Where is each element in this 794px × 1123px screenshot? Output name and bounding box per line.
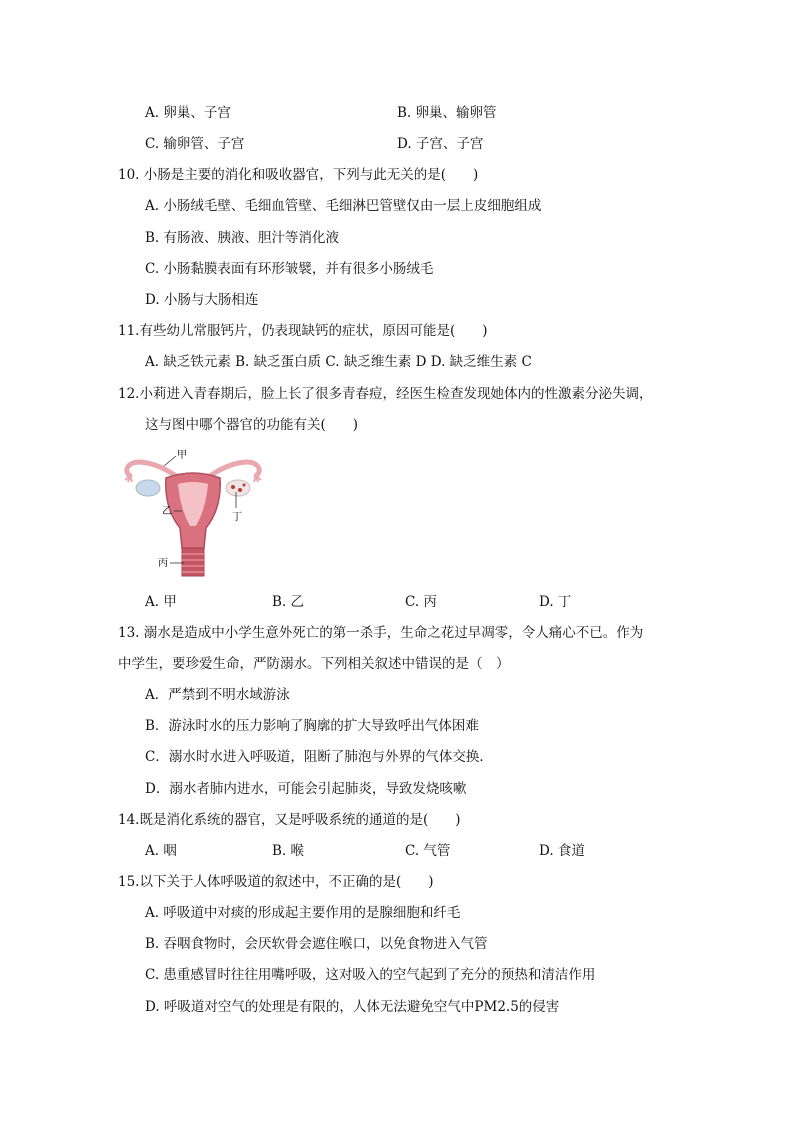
q14-stem: 14.既是消化系统的器官，又是呼吸系统的通道的是( ) — [118, 812, 461, 828]
q13-stem-line2: 中学生，要珍爱生命，严防溺水。下列相关叙述中错误的是（ ） — [118, 656, 510, 672]
q14-option-c: C. 气管 — [405, 843, 451, 859]
q13-option-a: A．严禁到不明水域游泳 — [145, 687, 290, 703]
label-yi: 乙 — [162, 506, 172, 517]
q10-option-c: C. 小肠黏膜表面有环形皱襞，并有很多小肠绒毛 — [145, 261, 434, 277]
q10-option-d: D. 小肠与大肠相连 — [145, 292, 259, 308]
q12-option-b: B. 乙 — [272, 594, 305, 610]
q9-option-c: C. 输卵管、子宫 — [145, 136, 245, 152]
uterus-diagram — [118, 448, 268, 578]
q14-option-b: B. 喉 — [272, 843, 305, 859]
q13-option-d: D．溺水者肺内进水，可能会引起肺炎，导致发烧咳嗽 — [145, 781, 467, 797]
q13-option-b: B．游泳时水的压力影响了胸廓的扩大导致呼出气体困难 — [145, 718, 479, 734]
q10-stem: 10. 小肠是主要的消化和吸收器官，下列与此无关的是( ) — [118, 167, 479, 183]
q15-option-c: C. 患重感冒时往往用嘴呼吸，这对吸入的空气起到了充分的预热和清洁作用 — [145, 967, 596, 983]
q9-option-d: D. 子宫、子宫 — [397, 136, 484, 152]
q12-option-a: A. 甲 — [145, 594, 177, 610]
label-bing: 丙 — [158, 558, 168, 569]
q12-option-d: D. 丁 — [539, 594, 572, 610]
label-ding: 丁 — [232, 512, 242, 523]
q15-option-d: D. 呼吸道对空气的处理是有限的，人体无法避免空气中PM2.5的侵害 — [145, 999, 560, 1015]
q11-options: A. 缺乏铁元素 B. 缺乏蛋白质 C. 缺乏维生素 D D. 缺乏维生素 C — [145, 354, 532, 370]
female-reproductive-system-illustration — [118, 448, 268, 578]
q15-stem: 15.以下关于人体呼吸道的叙述中，不正确的是( ) — [118, 874, 434, 890]
q14-option-a: A. 咽 — [145, 843, 177, 859]
q9-option-a: A. 卵巢、子宫 — [145, 105, 231, 121]
q10-option-a: A. 小肠绒毛壁、毛细血管壁、毛细淋巴管壁仅由一层上皮细胞组成 — [145, 198, 542, 214]
q15-option-a: A. 呼吸道中对痰的形成起主要作用的是腺细胞和纤毛 — [145, 905, 461, 921]
q11-stem: 11.有些幼儿常服钙片，仍表现缺钙的症状，原因可能是( ) — [118, 323, 488, 339]
q12-stem-line2: 这与图中哪个器官的功能有关( ) — [145, 417, 359, 433]
q13-stem-line1: 13. 溺水是造成中小学生意外死亡的第一杀手，生命之花过早凋零，令人痛心不已。作为 — [118, 625, 644, 641]
q14-option-d: D. 食道 — [539, 843, 585, 859]
q12-stem-line1: 12.小莉进入青春期后，脸上长了很多青春痘，经医生检查发现她体内的性激素分泌失调， — [118, 386, 653, 402]
label-jia: 甲 — [177, 450, 187, 461]
q12-option-c: C. 丙 — [405, 594, 437, 610]
q10-option-b: B. 有肠液、胰液、胆汁等消化液 — [145, 230, 340, 246]
q15-option-b: B. 吞咽食物时，会厌软骨会遮住喉口，以免食物进入气管 — [145, 936, 488, 952]
q9-option-b: B. 卵巢、输卵管 — [397, 105, 497, 121]
q13-option-c: C．溺水时水进入呼吸道，阻断了肺泡与外界的气体交换． — [145, 749, 493, 765]
